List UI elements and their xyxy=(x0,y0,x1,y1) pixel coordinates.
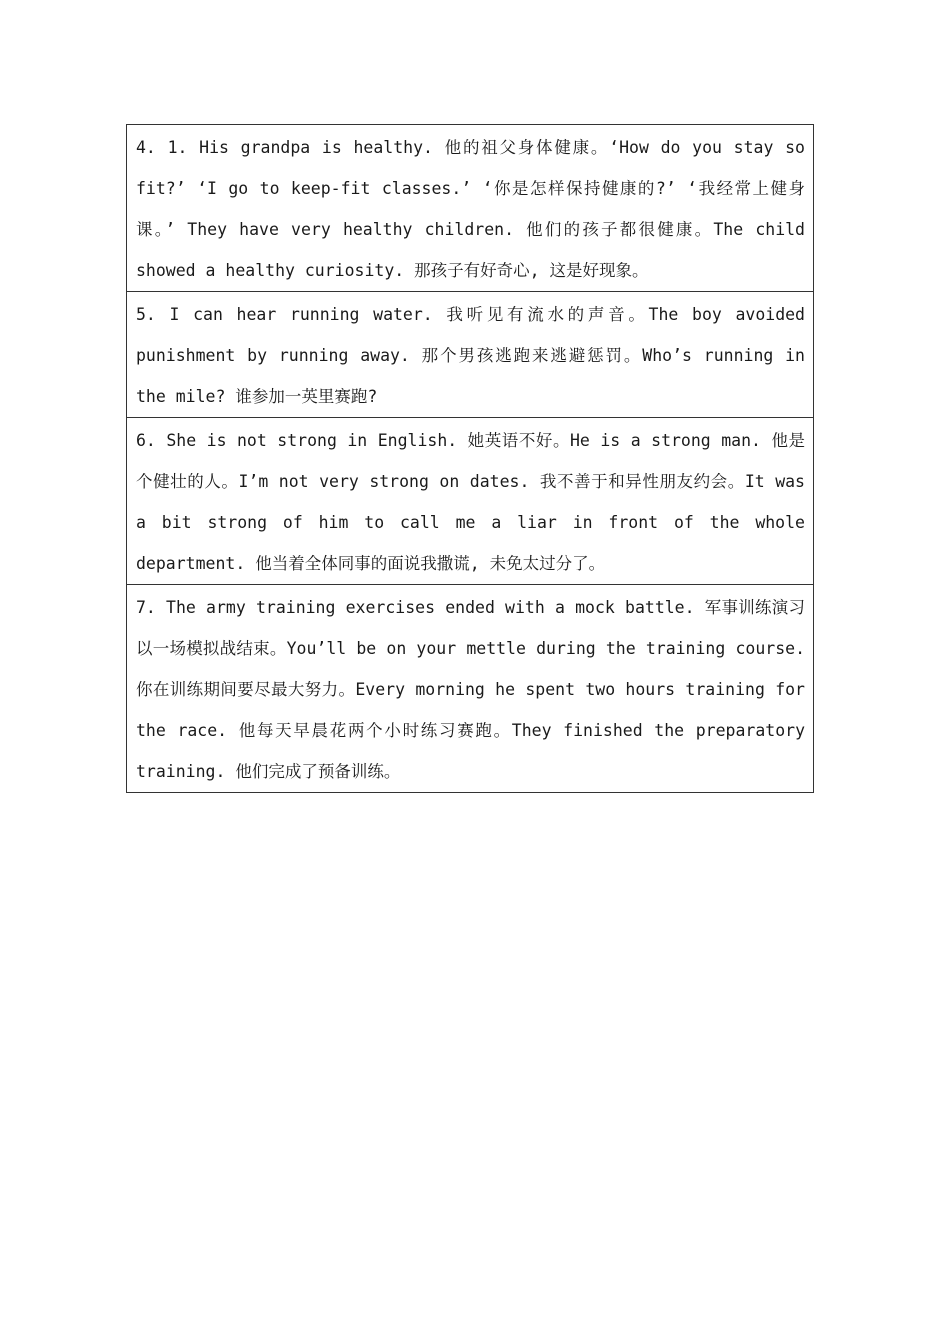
entry-6-cell: 6. She is not strong in English. 她英语不好。He is a strong man. 他是个健壮的人。I’m not very strong on dates. 我不善于和异性朋友约会。It was a bit strong of him to call me a liar in front of the whole department. 他当着全体同事的面说我撒谎, 未免太过分了。 xyxy=(127,418,814,585)
entry-5-cell: 5. I can hear running water. 我听见有流水的声音。The boy avoided punishment by running away. 那个男孩逃跑来逃避惩罚。Who’s running in the mile? 谁参加一英里赛跑? xyxy=(127,292,814,418)
table-row xyxy=(127,125,814,292)
table-row xyxy=(127,418,814,585)
table-row xyxy=(127,292,814,418)
example-sentences-table xyxy=(126,124,814,793)
table-row xyxy=(127,585,814,793)
entry-7-cell: 7. The army training exercises ended with a mock battle. 军事训练演习以一场模拟战结束。You’ll be on your mettle during the training course. 你在训练期间要尽最大努力。Every morning he spent two hours training for the race. 他每天早晨花两个小时练习赛跑。They finished the preparatory training. 他们完成了预备训练。 xyxy=(127,585,814,793)
entry-4-cell: 4. 1. His grandpa is healthy. 他的祖父身体健康。‘How do you stay so fit?’ ‘I go to keep-fit classes.’ ‘你是怎样保持健康的?’ ‘我经常上健身课。’ They have very healthy children. 他们的孩子都很健康。The child showed a healthy curiosity. 那孩子有好奇心, 这是好现象。 xyxy=(127,125,814,292)
